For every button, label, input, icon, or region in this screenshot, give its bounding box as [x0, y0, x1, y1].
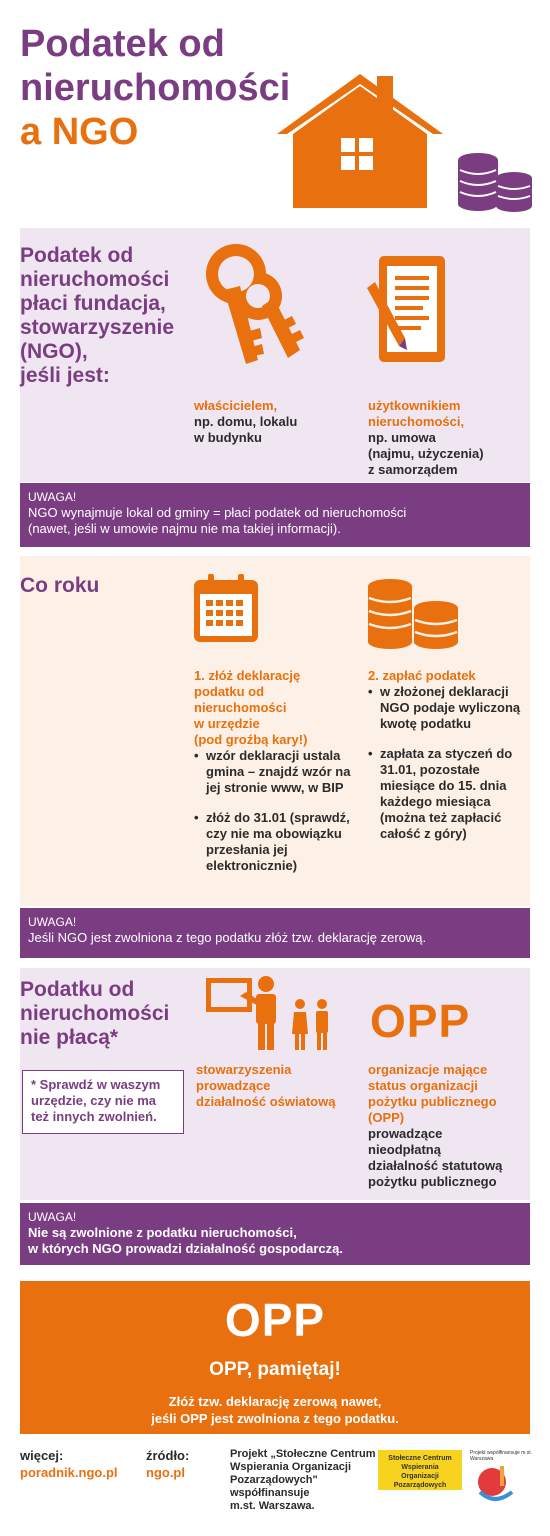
step2-bullet-2: • zapłata za styczeń do 31.01, pozostałe miesiące do 15. dnia każdego miesiąca (można też zapłacić całość z góry)	[368, 746, 526, 842]
title-line-2: nieruchomości	[20, 67, 291, 109]
opp-reminder-text: Złóż tzw. deklarację zerową nawet, jeśli OPP jest zwolniona z tego podatku.	[151, 1394, 399, 1426]
owner-text: właścicielem, np. domu, lokalu w budynku	[194, 398, 298, 445]
teacher-icon	[204, 972, 334, 1054]
section1-heading: Podatek od nieruchomości płaci fundacja, stowarzyszenie (NGO), jeśli jest:	[20, 244, 175, 387]
warning-band-1: UWAGA! NGO wynajmuje lokal od gminy = płaci podatek od nieruchomości (nawet, jeśli w umowie najmu nie ma takiej informacji).	[20, 483, 530, 547]
title-line-1: Podatek od	[20, 23, 225, 65]
footer-source: źródło: ngo.pl	[146, 1448, 190, 1480]
page-title	[20, 22, 290, 154]
warning-band-2: UWAGA! Jeśli NGO jest zwolniona z tego podatku złóż tzw. deklarację zerową.	[20, 908, 530, 958]
step1-block: 1. złóż deklarację podatku od nieruchomości w urzędzie (pod groźbą kary!) • wzór deklaracji ustala gmina – znajdź wzór na jej stronie www, w BIP • złóż do 31.01 (sprawdź, czy nie ma obowiązku przesłania jej elektronicznie)	[194, 668, 362, 888]
coins-icon	[456, 150, 536, 212]
more-link[interactable]: poradnik.ngo.pl	[20, 1465, 118, 1480]
opp-logo-large: OPP	[224, 1294, 326, 1346]
warsaw-logo: Projekt współfinansuje m.st. Warszawa	[470, 1450, 534, 1510]
opp-reminder-heading: OPP, pamiętaj!	[209, 1359, 341, 1380]
warsaw-mermaid-icon	[470, 1462, 520, 1506]
source-link[interactable]: ngo.pl	[146, 1465, 185, 1480]
project-info: Projekt „Stołeczne Centrum Wspierania Organizacji Pozarządowych" współfinansuje m.st. Warszawa.	[230, 1448, 376, 1512]
opp-reminder-box	[20, 1281, 530, 1434]
user-text: użytkownikiem nieruchomości, np. umowa (najmu, użyczenia) z samorządem	[368, 398, 484, 477]
document-pen-icon	[365, 254, 447, 364]
step1-bullet-2: • złóż do 31.01 (sprawdź, czy nie ma obowiązku przesłania jej elektronicznie)	[194, 810, 362, 874]
section2-heading: Co roku	[20, 574, 100, 597]
step2-bullet-1: • w złożonej deklaracji NGO podaje wyliczoną kwotę podatku	[368, 684, 526, 732]
footer-more: więcej: poradnik.ngo.pl	[20, 1448, 118, 1480]
check-note: * Sprawdź w waszym urzędzie, czy nie ma też innych zwolnień.	[22, 1070, 184, 1134]
house-icon	[275, 72, 445, 210]
opp-logo-small: OPP	[370, 995, 471, 1047]
section3-heading: Podatku od nieruchomości nie płacą*	[20, 978, 170, 1049]
opp-text: organizacje mające status organizacji pożytku publicznego (OPP) prowadzące nieodpłatną działalność statutową pożytku publicznego	[368, 1062, 503, 1189]
step2-block: 2. zapłać podatek • w złożonej deklaracji NGO podaje wyliczoną kwotę podatku • zapłata za styczeń do 31.01, pozostałe miesiące do 15. dnia każdego miesiąca (można też zapłacić całość z góry)	[368, 668, 526, 856]
calendar-icon	[192, 572, 260, 644]
sc-wop-logo: Stołeczne Centrum Wspierania Organizacji Pozarządowych	[378, 1450, 462, 1506]
title-line-3: a NGO	[20, 111, 139, 153]
coins-stack-icon	[366, 578, 462, 650]
step1-bullet-1: • wzór deklaracji ustala gmina – znajdź wzór na jej stronie www, w BIP	[194, 748, 362, 796]
edu-text: stowarzyszenia prowadzące działalność oświatową	[196, 1062, 336, 1109]
warning-band-3: UWAGA! Nie są zwolnione z podatku nieruchomości, w których NGO prowadzi działalność gospodarczą.	[20, 1203, 530, 1265]
keys-icon	[196, 240, 306, 375]
